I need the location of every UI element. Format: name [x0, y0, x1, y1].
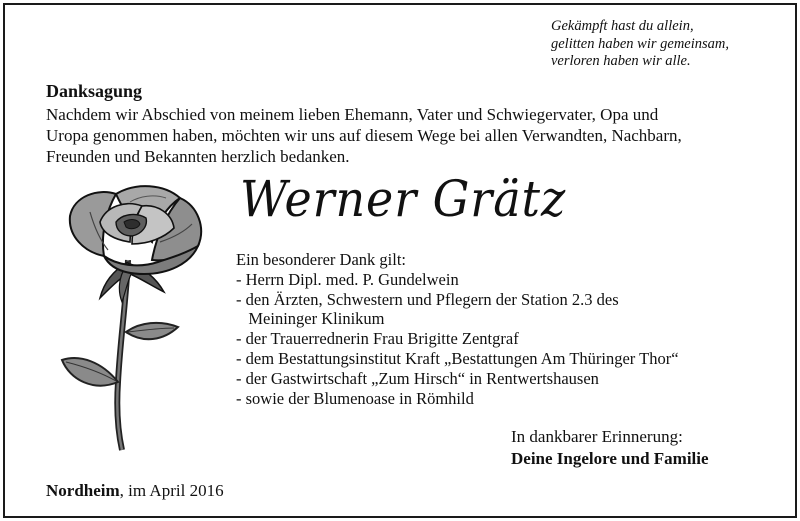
place-town: Nordheim — [46, 481, 120, 500]
thanks-item: - der Trauerrednerin Frau Brigitte Zentgraf — [236, 329, 519, 349]
thanks-title: Ein besonderer Dank gilt: — [236, 250, 406, 269]
thanks-item: - der Gastwirtschaft „Zum Hirsch“ in Rentwertshausen — [236, 368, 599, 388]
intro-line: Nachdem wir Abschied von meinem lieben Ehemann, Vater und Schwiegervater, Opa und — [46, 105, 659, 124]
thanks-item: - sowie der Blumenoase in Römhild — [236, 388, 474, 408]
thanks-item: - den Ärzten, Schwestern und Pflegern der Station 2.3 des — [236, 289, 619, 309]
thanks-item: Meininger Klinikum — [236, 309, 385, 329]
place-date — [46, 481, 224, 501]
rose-icon — [60, 182, 225, 452]
notice-heading: Danksagung — [46, 81, 143, 101]
intro-line: Freunden und Bekannten herzlich bedanken. — [46, 147, 350, 166]
deceased-name: Werner Grätz — [240, 170, 567, 228]
motto-line: Gekämpft hast du allein, — [551, 18, 694, 34]
motto-quote — [551, 18, 729, 71]
thanks-list — [236, 250, 679, 408]
closing-block — [511, 426, 709, 470]
thanks-item: - dem Bestattungsinstitut Kraft „Bestattungen Am Thüringer Thor“ — [236, 348, 679, 368]
motto-line: gelitten haben wir gemeinsam, — [551, 35, 730, 52]
intro-text — [46, 104, 766, 167]
intro-line: Uropa genommen haben, möchten wir uns auf diesem Wege bei allen Verwandten, Nachbarn, — [46, 126, 682, 145]
thanks-item: - Herrn Dipl. med. P. Gundelwein — [236, 269, 459, 289]
signature: Deine Ingelore und Familie — [511, 449, 709, 468]
closing-line: In dankbarer Erinnerung: — [511, 427, 683, 446]
motto-line: verloren haben wir alle. — [551, 53, 691, 69]
place-date-text: , im April 2016 — [119, 481, 224, 500]
